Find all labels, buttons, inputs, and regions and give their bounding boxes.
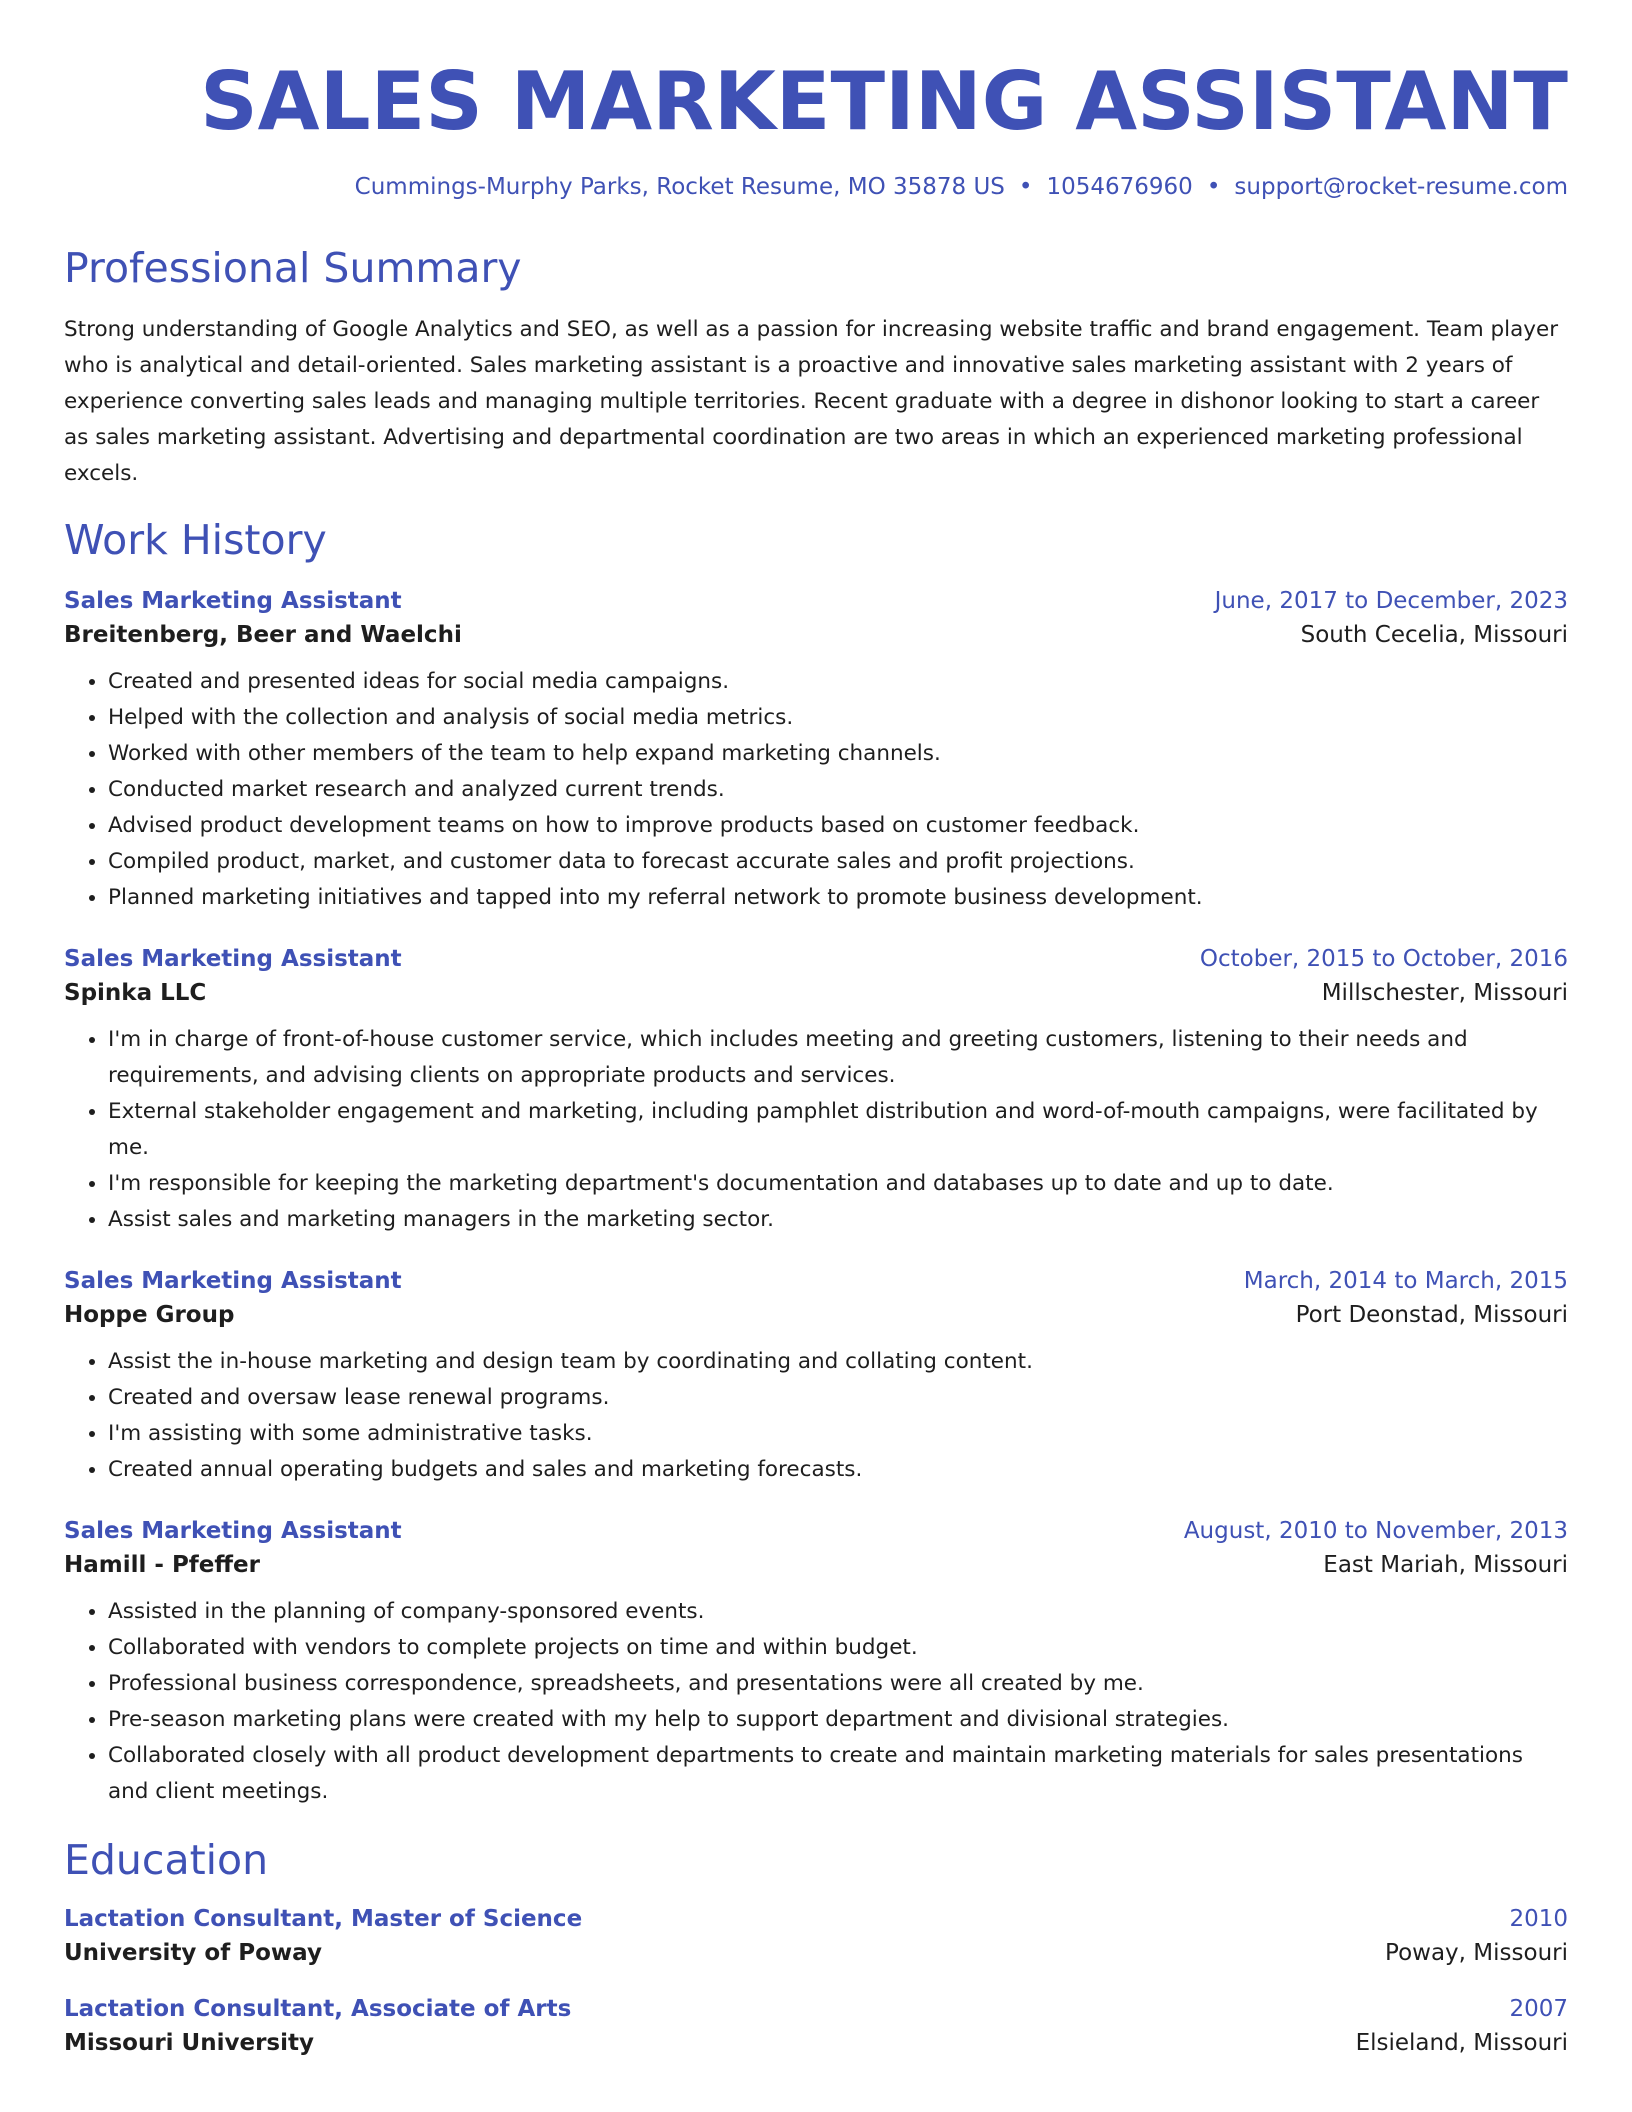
- job-location: East Mariah, Missouri: [1323, 1552, 1568, 1578]
- contact-phone: 1054676960: [1046, 174, 1193, 200]
- job-bullet: • Planned marketing initiatives and tapped into my referral network to promote business development.: [108, 880, 1568, 916]
- job-title: Sales Marketing Assistant: [64, 1518, 402, 1544]
- education-school-row: [64, 2030, 1568, 2056]
- job-bullet: • Created and oversaw lease renewal programs.: [108, 1380, 1568, 1416]
- job-company-row: [64, 980, 1568, 1006]
- job-bullet: • Collaborated closely with all product development departments to create and maintain marketing materials for sales presentations and client meetings.: [108, 1738, 1568, 1810]
- job-bullet: • Conducted market research and analyzed current trends.: [108, 772, 1568, 808]
- education-year: 2007: [1509, 1996, 1568, 2022]
- job-dates: October, 2015 to October, 2016: [1199, 946, 1568, 972]
- work-section: [64, 512, 1568, 1810]
- job-company: Hamill - Pfeffer: [64, 1552, 260, 1578]
- job-dates: March, 2014 to March, 2015: [1243, 1268, 1568, 1294]
- education-degree-row: [64, 1906, 1568, 1932]
- job-bullet: • I'm responsible for keeping the marketing department's documentation and databases up to date and up to date.: [108, 1166, 1568, 1202]
- job-bullet: • Assisted in the planning of company-sponsored events.: [108, 1594, 1568, 1630]
- education-location: Poway, Missouri: [1385, 1940, 1568, 1966]
- job-dates: August, 2010 to November, 2013: [1183, 1518, 1568, 1544]
- contact-separator: •: [1206, 174, 1221, 200]
- resume-title: SALES MARKETING ASSISTANT: [200, 55, 1568, 148]
- education-school: University of Poway: [64, 1940, 322, 1966]
- section-title-work: Work History: [64, 516, 327, 564]
- job-bullets: [64, 1594, 1568, 1810]
- job-location: Millschester, Missouri: [1321, 980, 1568, 1006]
- job-title: Sales Marketing Assistant: [64, 1268, 402, 1294]
- job-bullet: • Helped with the collection and analysis of social media metrics.: [108, 700, 1568, 736]
- resume-header: [64, 0, 1568, 200]
- contact-email[interactable]: support@rocket-resume.com: [1234, 174, 1568, 200]
- job-bullets: [64, 1344, 1568, 1488]
- job-bullets: [64, 664, 1568, 916]
- job-bullet: • Assist sales and marketing managers in the marketing sector.: [108, 1202, 1568, 1238]
- summary-section: [64, 240, 1568, 492]
- job-bullet: • Advised product development teams on how to improve products based on customer feedback.: [108, 808, 1568, 844]
- job-title-row: [64, 588, 1568, 614]
- job-title-row: [64, 1268, 1568, 1294]
- education-school: Missouri University: [64, 2030, 314, 2056]
- education-degree-row: [64, 1996, 1568, 2022]
- job-company: Spinka LLC: [64, 980, 207, 1006]
- job-company: Hoppe Group: [64, 1302, 235, 1328]
- job-dates: June, 2017 to December, 2023: [1214, 588, 1568, 614]
- job-title: Sales Marketing Assistant: [64, 588, 402, 614]
- job-bullet: • Collaborated with vendors to complete projects on time and within budget.: [108, 1630, 1568, 1666]
- job-company-row: [64, 1552, 1568, 1578]
- job-entry: [64, 946, 1568, 1238]
- job-bullet: • Created annual operating budgets and sales and marketing forecasts.: [108, 1452, 1568, 1488]
- job-title: Sales Marketing Assistant: [64, 946, 402, 972]
- education-school-row: [64, 1940, 1568, 1966]
- contact-address: Cummings-Murphy Parks, Rocket Resume, MO 35878 US: [354, 174, 1005, 200]
- section-title-summary: Professional Summary: [64, 244, 522, 292]
- job-entry: [64, 588, 1568, 916]
- summary-text: Strong understanding of Google Analytics and SEO, as well as a passion for increasing website traffic and brand engagement. Team player who is analytical and detail-oriented. Sales marketing assistant is a proactive and innovative sales marketing assistant with 2 years of experience converting sales leads and managing multiple territories. Recent graduate with a degree in dishonor looking to start a career as sales marketing assistant. Advertising and departmental coordination are two areas in which an experienced marketing professional excels.: [64, 317, 1559, 486]
- education-year: 2010: [1509, 1906, 1568, 1932]
- job-bullets: [64, 1022, 1568, 1238]
- job-location: Port Deonstad, Missouri: [1295, 1302, 1568, 1328]
- job-location: South Cecelia, Missouri: [1300, 622, 1568, 648]
- job-bullet: • Compiled product, market, and customer data to forecast accurate sales and profit projections.: [108, 844, 1568, 880]
- job-company-row: [64, 1302, 1568, 1328]
- job-entry: [64, 1268, 1568, 1488]
- education-section: [64, 1832, 1568, 2056]
- contact-separator: •: [1018, 174, 1033, 200]
- education-entry: [64, 1996, 1568, 2056]
- job-entry: [64, 1518, 1568, 1810]
- job-bullet: • External stakeholder engagement and marketing, including pamphlet distribution and word-of-mouth campaigns, were facilitated by me.: [108, 1094, 1568, 1166]
- education-entry: [64, 1906, 1568, 1966]
- contact-line: [64, 174, 1568, 200]
- job-bullet: • Pre-season marketing plans were created with my help to support department and divisional strategies.: [108, 1702, 1568, 1738]
- education-location: Elsieland, Missouri: [1355, 2030, 1568, 2056]
- job-bullet: • Worked with other members of the team to help expand marketing channels.: [108, 736, 1568, 772]
- job-company: Breitenberg, Beer and Waelchi: [64, 622, 462, 648]
- education-degree: Lactation Consultant, Associate of Arts: [64, 1996, 572, 2022]
- job-title-row: [64, 946, 1568, 972]
- job-bullet: • Professional business correspondence, spreadsheets, and presentations were all created by me.: [108, 1666, 1568, 1702]
- job-bullet: • Created and presented ideas for social media campaigns.: [108, 664, 1568, 700]
- education-degree: Lactation Consultant, Master of Science: [64, 1906, 583, 1932]
- section-title-education: Education: [64, 1836, 269, 1884]
- job-bullet: • I'm in charge of front-of-house customer service, which includes meeting and greeting customers, listening to their needs and requirements, and advising clients on appropriate products and services.: [108, 1022, 1568, 1094]
- job-title-row: [64, 1518, 1568, 1544]
- job-bullet: • I'm assisting with some administrative tasks.: [108, 1416, 1568, 1452]
- job-company-row: [64, 622, 1568, 648]
- job-bullet: • Assist the in-house marketing and design team by coordinating and collating content.: [108, 1344, 1568, 1380]
